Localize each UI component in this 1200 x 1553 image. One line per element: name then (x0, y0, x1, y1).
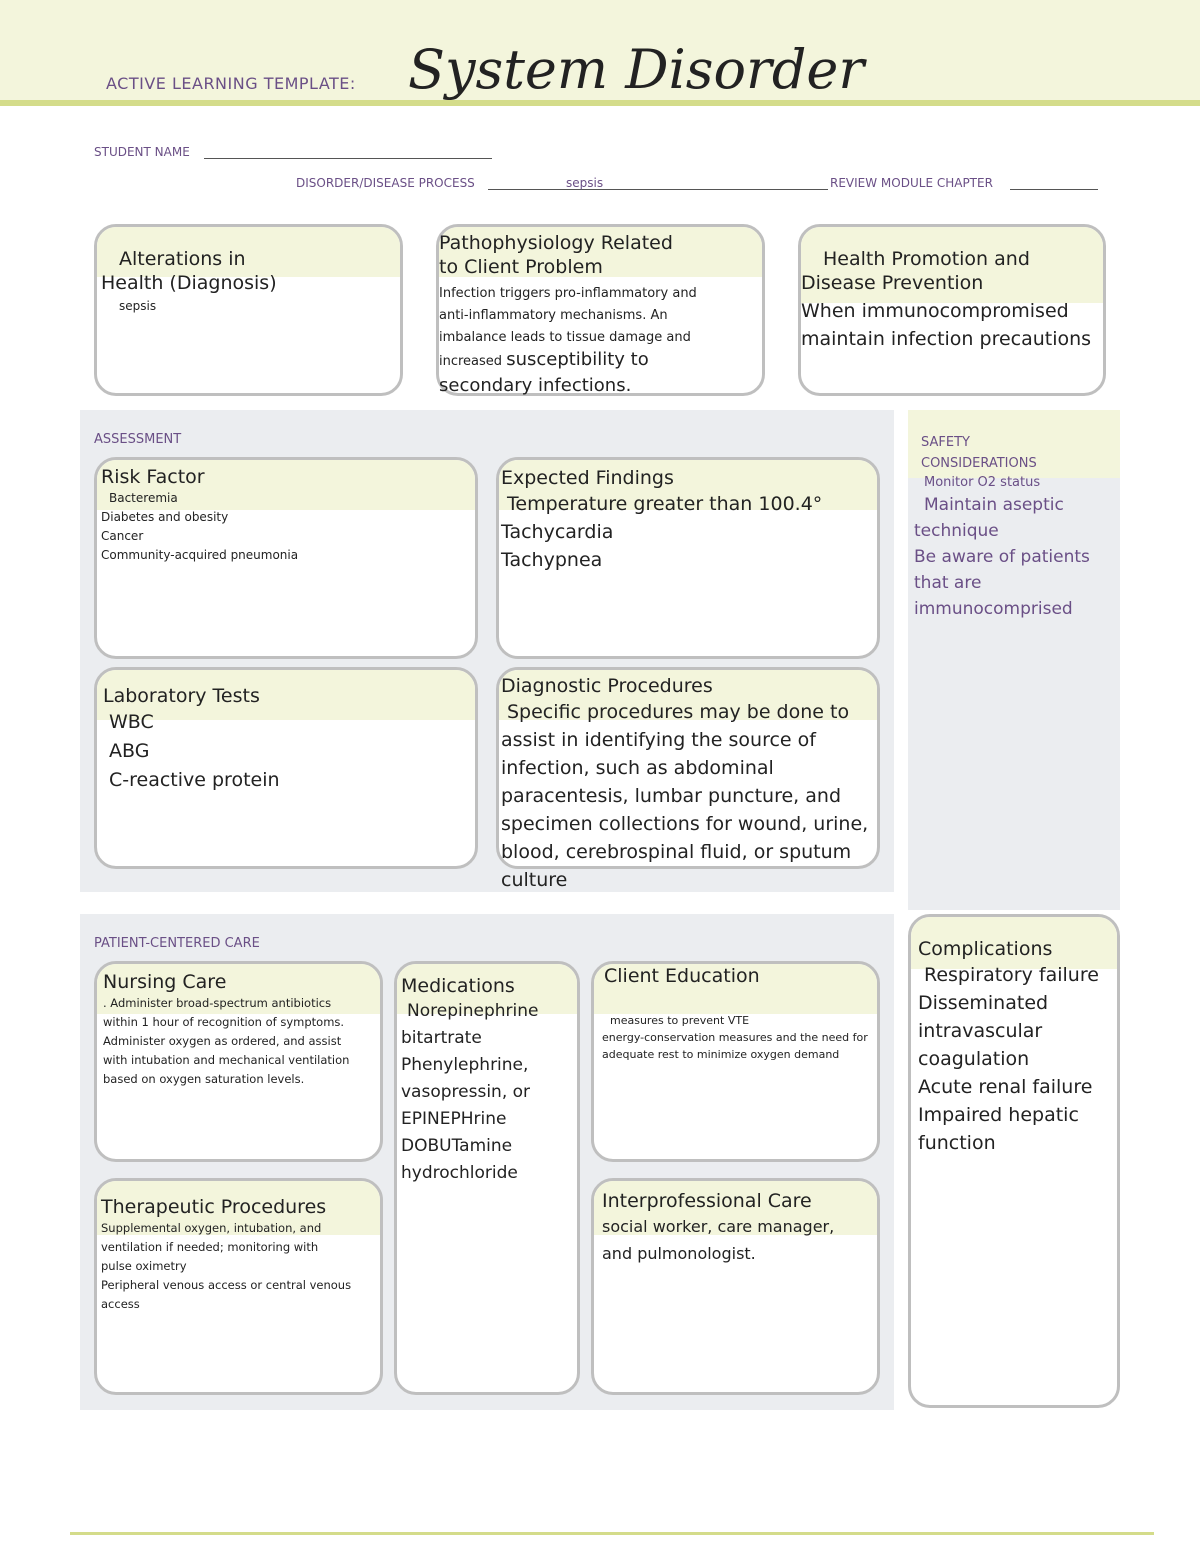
patho-body-3: imbalance leads to tissue damage and (439, 330, 691, 345)
disease-value: sepsis (566, 176, 604, 190)
nursing-line-2: within 1 hour of recognition of symptoms. (103, 1015, 345, 1029)
finding-2: Tachycardia (501, 521, 614, 543)
medication-4: vasopressin, or (401, 1082, 531, 1102)
client-education-title: Client Education (604, 965, 760, 987)
medication-7: hydrochloride (401, 1163, 518, 1183)
complication-6: Impaired hepatic (918, 1104, 1079, 1126)
alterations-title-2: Health (Diagnosis) (101, 272, 277, 294)
finding-3: Tachypnea (501, 549, 603, 571)
safety-item-1: Maintain aseptic (924, 495, 1064, 515)
education-line-3: adequate rest to minimize oxygen demand (602, 1048, 840, 1061)
patient-care-title: PATIENT-CENTERED CARE (94, 936, 260, 951)
interprofessional-card (591, 1178, 880, 1395)
safety-title (921, 432, 1037, 474)
medications-title: Medications (401, 975, 515, 997)
diagnostic-line-2: assist in identifying the source of (501, 729, 816, 751)
nursing-line-3: Administer oxygen as ordered, and assist (103, 1034, 342, 1048)
complication-2: Disseminated (918, 992, 1049, 1014)
expected-findings-title: Expected Findings (501, 467, 674, 489)
complication-4: coagulation (918, 1048, 1030, 1070)
complication-3: intravascular (918, 1020, 1043, 1042)
patho-title-2: to Client Problem (439, 256, 603, 278)
education-line-1: measures to prevent VTE (610, 1014, 750, 1027)
interprofessional-line-1: social worker, care manager, (602, 1217, 835, 1236)
alterations-body: sepsis (119, 299, 157, 313)
finding-1: Temperature greater than 100.4° (507, 493, 823, 515)
nursing-line-4: with intubation and mechanical ventilation (103, 1053, 350, 1067)
diagnostic-line-6: blood, cerebrospinal fluid, or sputum (501, 841, 852, 863)
diagnostic-line-3: infection, such as abdominal (501, 757, 774, 779)
medication-1: Norepinephrine (407, 1001, 539, 1021)
patho-body-4a: increased (439, 354, 503, 369)
medications-card (394, 961, 580, 1395)
alterations-title-1: Alterations in (119, 248, 246, 270)
client-education-card (591, 961, 880, 1162)
therapeutic-line-2: ventilation if needed; monitoring with (101, 1240, 319, 1254)
safety-title-1: SAFETY (921, 435, 970, 450)
patho-body-2: anti-inflammatory mechanisms. An (439, 308, 668, 323)
health-title-2: Disease Prevention (801, 272, 984, 294)
safety-item-4: that are (914, 573, 982, 593)
diagnostic-card (496, 667, 880, 891)
nursing-care-title: Nursing Care (103, 971, 227, 993)
patho-body-5: secondary infections. (439, 375, 632, 396)
therapeutic-line-3: pulse oximetry (101, 1259, 187, 1273)
lab-test-3: C-reactive protein (109, 769, 280, 791)
medication-6: DOBUTamine (401, 1136, 513, 1156)
nursing-line-1: . Administer broad-spectrum antibiotics (103, 996, 332, 1010)
safety-small-item: Monitor O2 status (924, 475, 1041, 490)
therapeutic-line-4: Peripheral venous access or central venous (101, 1278, 352, 1292)
complications-card (908, 914, 1120, 1408)
disease-field[interactable] (488, 189, 828, 190)
interprofessional-title: Interprofessional Care (602, 1190, 812, 1212)
health-promotion-card (798, 224, 1106, 396)
risk-factor-title: Risk Factor (101, 466, 205, 488)
nursing-line-5: based on oxygen saturation levels. (103, 1072, 305, 1086)
medication-2: bitartrate (401, 1028, 482, 1048)
complication-7: function (918, 1132, 996, 1154)
therapeutic-card (94, 1178, 383, 1395)
student-name-label: STUDENT NAME (94, 145, 190, 159)
interprofessional-line-2: and pulmonologist. (602, 1244, 756, 1263)
patho-body-1: Infection triggers pro-inflammatory and (439, 286, 697, 301)
pathophysiology-card (436, 224, 765, 396)
medication-3: Phenylephrine, (401, 1055, 529, 1075)
safety-item-5: immunocomprised (914, 599, 1073, 619)
student-name-field[interactable] (204, 158, 492, 159)
lab-tests-title: Laboratory Tests (103, 685, 260, 707)
risk-item-2: Diabetes and obesity (101, 510, 229, 524)
diagnostic-line-7: culture (501, 869, 568, 891)
lab-tests-card (94, 667, 478, 869)
diagnostic-line-5: specimen collections for wound, urine, (501, 813, 869, 835)
safety-item-2: technique (914, 521, 999, 541)
diagnostic-title: Diagnostic Procedures (501, 675, 713, 697)
diagnostic-line-1: Specific procedures may be done to (507, 701, 850, 723)
health-title-1: Health Promotion and (823, 248, 1030, 270)
complications-title: Complications (918, 938, 1053, 960)
page-title: System Disorder (408, 38, 865, 101)
expected-findings-card (496, 457, 880, 659)
alterations-card (94, 224, 403, 396)
safety-item-3: Be aware of patients (914, 547, 1090, 567)
nursing-care-card (94, 961, 383, 1162)
footer-rule (70, 1532, 1154, 1535)
complication-5: Acute renal failure (918, 1076, 1093, 1098)
disease-label: DISORDER/DISEASE PROCESS (296, 176, 475, 190)
assessment-title: ASSESSMENT (94, 432, 182, 447)
safety-content (914, 474, 1114, 622)
therapeutic-line-5: access (101, 1297, 140, 1311)
risk-factor-card (94, 457, 478, 659)
health-body-1: When immunocompromised (801, 300, 1069, 322)
template-label: ACTIVE LEARNING TEMPLATE: (106, 74, 356, 93)
lab-test-2: ABG (109, 740, 150, 762)
patho-body-4b: susceptibility to (506, 349, 649, 370)
chapter-field[interactable] (1010, 189, 1098, 190)
risk-item-3: Cancer (101, 529, 144, 543)
chapter-label: REVIEW MODULE CHAPTER (830, 176, 993, 190)
diagnostic-line-4: paracentesis, lumbar puncture, and (501, 785, 842, 807)
risk-item-1: Bacteremia (109, 491, 178, 505)
therapeutic-line-1: Supplemental oxygen, intubation, and (101, 1221, 322, 1235)
risk-item-4: Community-acquired pneumonia (101, 548, 299, 562)
health-body-2: maintain infection precautions (801, 328, 1092, 350)
patho-title-1: Pathophysiology Related (439, 232, 673, 254)
lab-test-1: WBC (109, 711, 154, 733)
medication-5: EPINEPHrine (401, 1109, 507, 1129)
therapeutic-title: Therapeutic Procedures (101, 1196, 327, 1218)
education-line-2: energy-conservation measures and the need for (602, 1031, 868, 1044)
safety-title-2: CONSIDERATIONS (921, 456, 1037, 471)
complication-1: Respiratory failure (924, 964, 1099, 986)
